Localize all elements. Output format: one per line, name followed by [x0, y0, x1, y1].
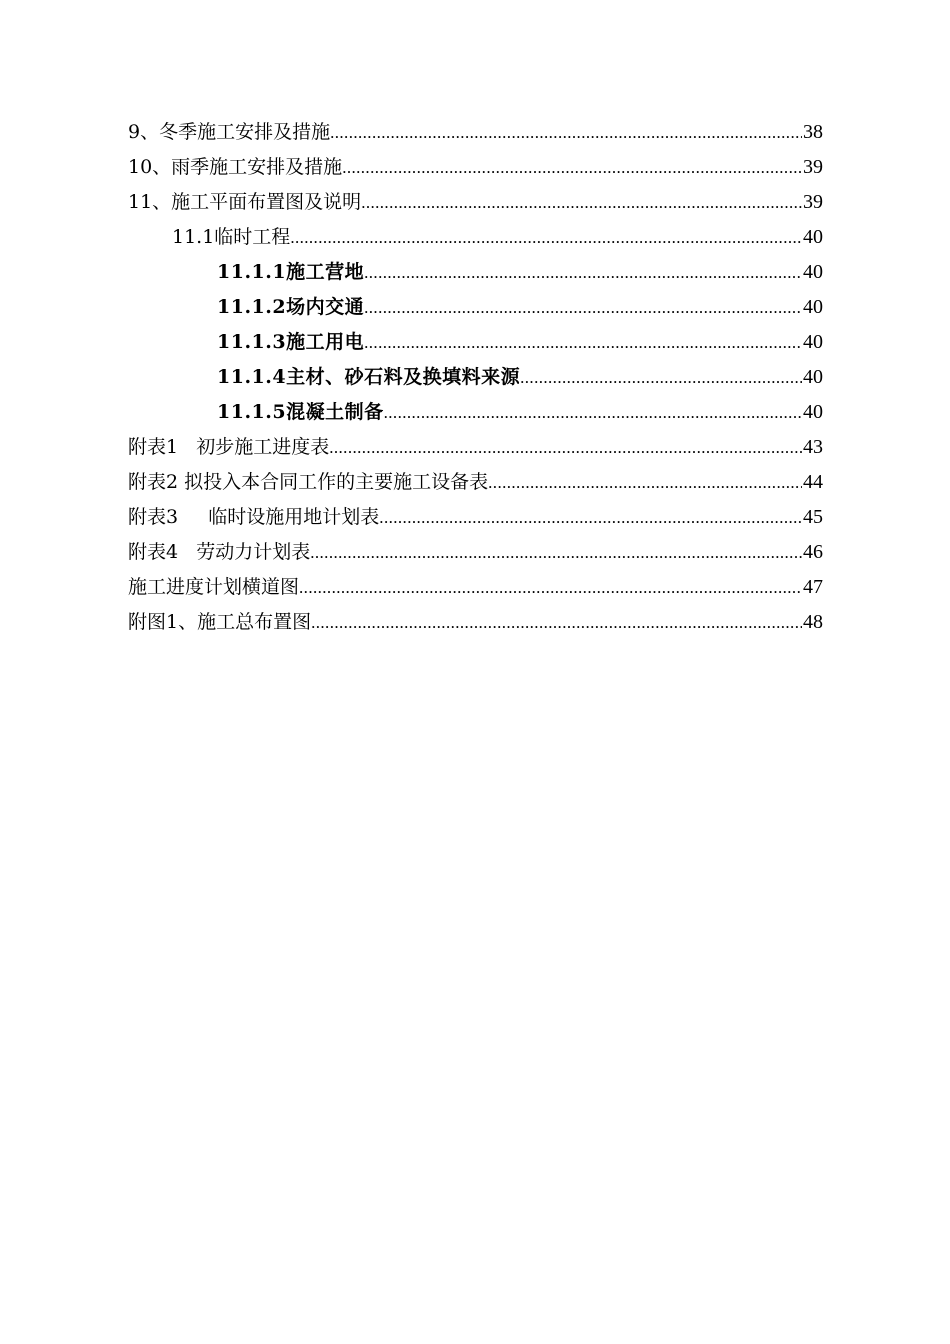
toc-entry-title: 附表4 劳动力计划表: [128, 541, 311, 563]
toc-dot-leader: [342, 150, 802, 185]
toc-entry-title: 附图1、施工总布置图: [128, 611, 312, 633]
toc-dot-leader: [384, 395, 802, 430]
toc-dot-leader: [379, 500, 802, 535]
toc-page-number: 48: [803, 611, 823, 633]
toc-dot-leader: [361, 185, 802, 220]
toc-dot-leader: [290, 220, 802, 255]
toc-page-number: 47: [803, 576, 823, 598]
toc-entry[interactable]: [0, 150, 823, 185]
toc-page-number: 40: [803, 366, 823, 388]
toc-page-number: 38: [803, 121, 823, 143]
toc-entry-title: 11、施工平面布置图及说明: [128, 191, 362, 213]
toc-dot-leader: [364, 325, 802, 360]
toc-entry[interactable]: [0, 185, 823, 220]
table-of-contents: [0, 115, 950, 640]
toc-entry-title: 11.1.1施工营地: [217, 261, 365, 283]
toc-entry-title: 11.1.4主材、砂石料及换填料来源: [217, 366, 521, 388]
toc-entry[interactable]: [0, 465, 823, 500]
toc-entry[interactable]: [0, 255, 823, 290]
toc-page-number: 40: [803, 226, 823, 248]
toc-entry[interactable]: [0, 115, 823, 150]
toc-dot-leader: [330, 115, 802, 150]
toc-page-number: 39: [803, 156, 823, 178]
toc-dot-leader: [364, 255, 802, 290]
toc-entry-title: 施工进度计划横道图: [128, 576, 300, 598]
toc-page-number: 40: [803, 331, 823, 353]
toc-entry[interactable]: [0, 220, 823, 255]
toc-dot-leader: [329, 430, 802, 465]
toc-entry-title: 11.1.3施工用电: [217, 331, 365, 353]
toc-entry[interactable]: [0, 535, 823, 570]
toc-entry[interactable]: [0, 395, 823, 430]
toc-entry-title: 11.1.2场内交通: [217, 296, 365, 318]
toc-entry[interactable]: [0, 360, 823, 395]
toc-entry-title: 11.1临时工程: [172, 226, 291, 248]
toc-entry-title: 10、雨季施工安排及措施: [128, 156, 343, 178]
toc-entry-title: 附表2 拟投入本合同工作的主要施工设备表: [128, 471, 489, 493]
toc-entry-title: 附表3 临时设施用地计划表: [128, 506, 380, 528]
toc-page-number: 40: [803, 296, 823, 318]
toc-dot-leader: [311, 605, 802, 640]
toc-page-number: 46: [803, 541, 823, 563]
toc-entry[interactable]: [0, 430, 823, 465]
toc-page-number: 45: [803, 506, 823, 528]
toc-page-number: 40: [803, 261, 823, 283]
toc-entry-title: 9、冬季施工安排及措施: [128, 121, 331, 143]
toc-page-number: 43: [803, 436, 823, 458]
toc-dot-leader: [310, 535, 802, 570]
toc-dot-leader: [488, 465, 802, 500]
toc-entry[interactable]: [0, 605, 823, 640]
toc-entry[interactable]: [0, 290, 823, 325]
toc-page-number: 44: [803, 471, 823, 493]
toc-dot-leader: [364, 290, 802, 325]
toc-page-number: 39: [803, 191, 823, 213]
toc-dot-leader: [520, 360, 802, 395]
toc-page-number: 40: [803, 401, 823, 423]
toc-entry-title: 11.1.5混凝土制备: [217, 401, 384, 423]
toc-entry-title: 附表1 初步施工进度表: [128, 436, 330, 458]
toc-entry[interactable]: [0, 500, 823, 535]
toc-entry[interactable]: [0, 570, 823, 605]
toc-dot-leader: [299, 570, 802, 605]
toc-entry[interactable]: [0, 325, 823, 360]
